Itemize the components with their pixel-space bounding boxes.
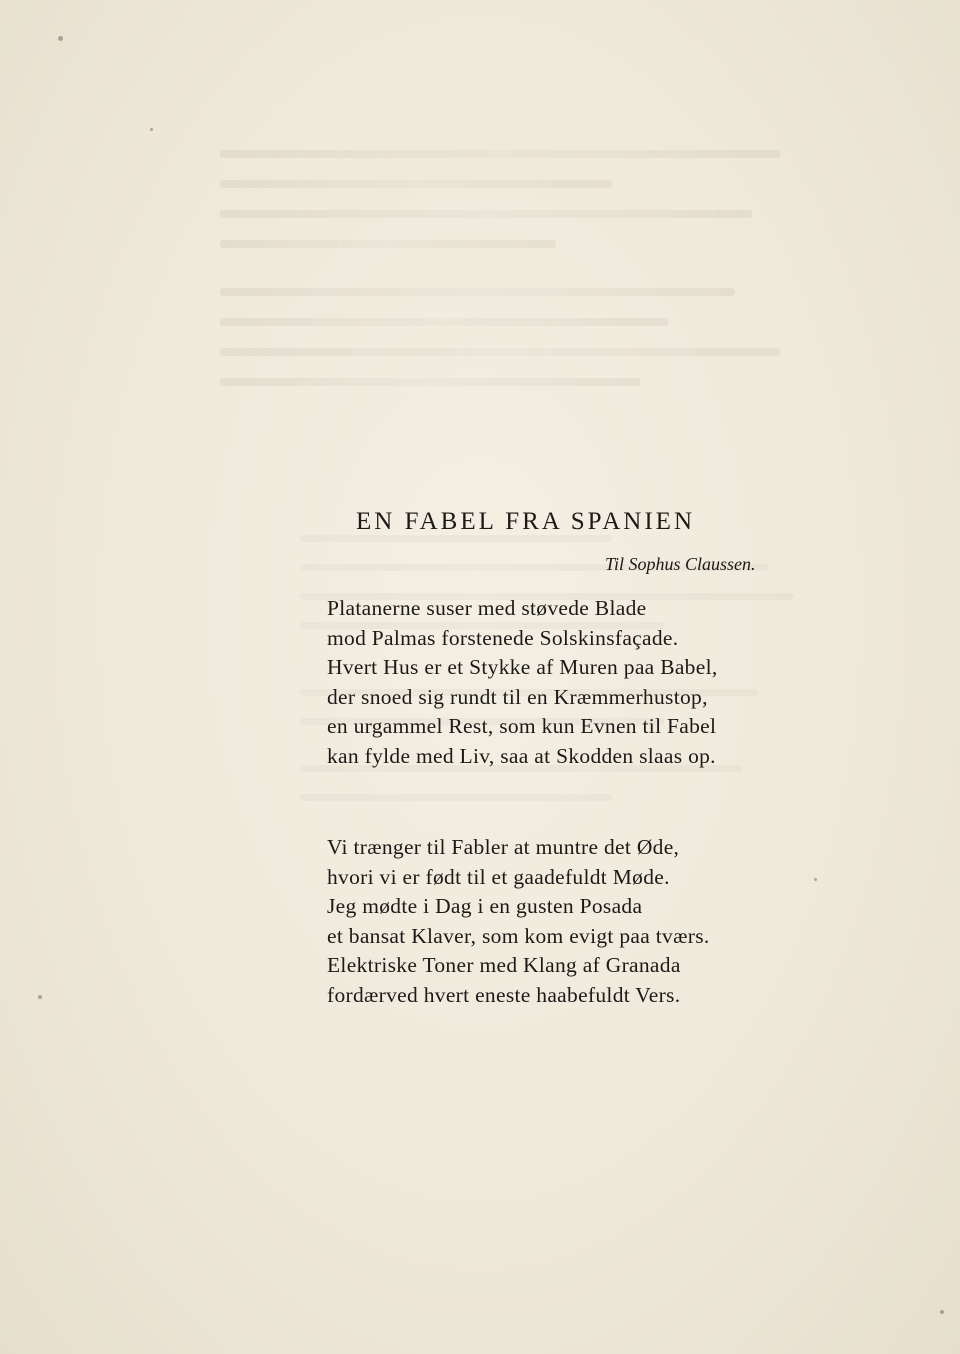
verse-line: Vi trænger til Fabler at muntre det Øde,	[327, 835, 680, 859]
verse-line: en urgammel Rest, som kun Evnen til Fabel	[327, 714, 717, 739]
verse-line: Platanerne suser med støvede Blade	[327, 596, 647, 620]
show-through-text-top	[220, 150, 780, 510]
verse-line: kan fylde med Liv, saa at Skodden slaas op.	[327, 743, 716, 768]
poem-dedication: Til Sophus Claussen.	[605, 554, 756, 574]
paper-speck	[814, 878, 817, 881]
verse-line: Hvert Hus er et Stykke af Muren paa Babel,	[327, 655, 718, 680]
verse-line: Elektriske Toner med Klang af Granada	[327, 953, 681, 978]
verse-line: hvori vi er født til et gaadefuldt Møde.	[327, 864, 670, 889]
paper-speck	[940, 1310, 944, 1314]
paper-speck	[150, 128, 153, 131]
verse-line: Jeg mødte i Dag i en gusten Posada	[327, 894, 643, 919]
verse-line: et bansat Klaver, som kom evigt paa tværs.	[327, 923, 710, 948]
verse-line: mod Palmas forstenede Solskinsfaçade.	[327, 625, 679, 650]
verse-line: der snoed sig rundt til en Kræmmerhustop,	[327, 684, 708, 709]
paper-speck	[58, 36, 63, 41]
verse-line: fordærved hvert eneste haabefuldt Vers.	[327, 982, 681, 1007]
paper-speck	[38, 995, 42, 999]
stanza-2	[327, 833, 710, 1011]
poem-title: EN FABEL FRA SPANIEN	[356, 508, 695, 535]
stanza-1	[327, 594, 718, 772]
